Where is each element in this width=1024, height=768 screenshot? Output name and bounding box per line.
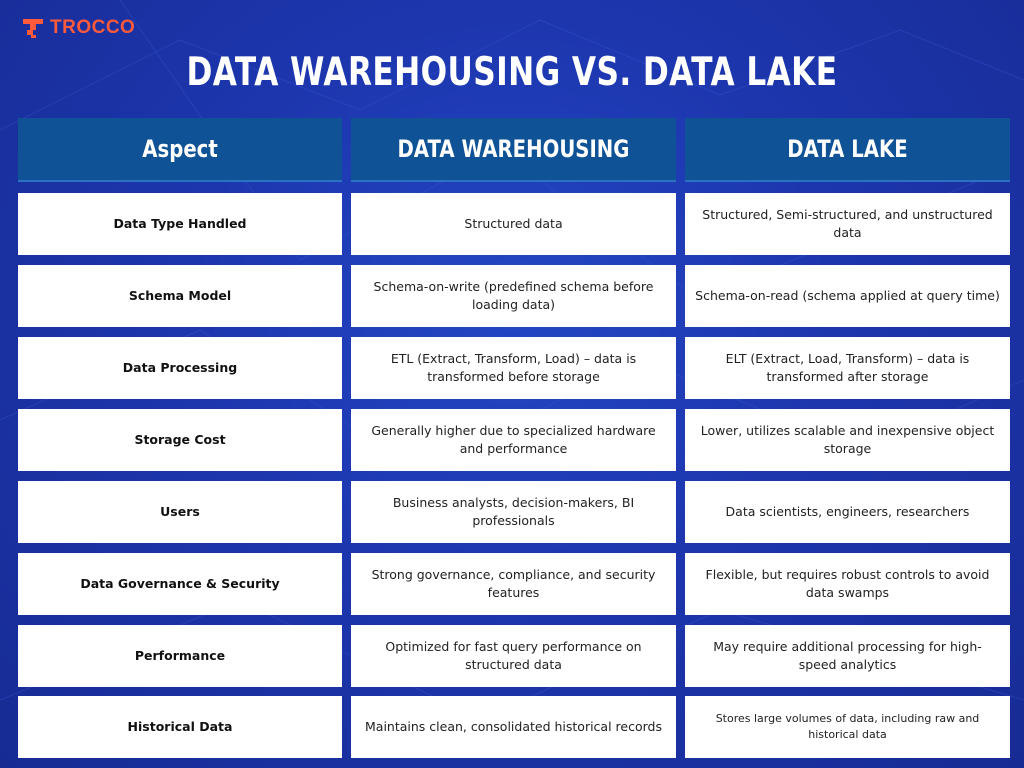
row-warehouse-value: Structured data: [351, 193, 676, 255]
header-data-warehousing-label: DATA WAREHOUSING: [397, 135, 630, 163]
row-lake-value: Structured, Semi-structured, and unstructured data: [685, 193, 1010, 255]
row-aspect: Historical Data: [18, 696, 342, 758]
row-lake-value: May require additional processing for high-speed analytics: [685, 625, 1010, 687]
row-lake-value: ELT (Extract, Load, Transform) – data is transformed after storage: [685, 337, 1010, 399]
row-aspect: Storage Cost: [18, 409, 342, 471]
row-warehouse-value: Business analysts, decision-makers, BI professionals: [351, 481, 676, 543]
brand-logo: [22, 17, 135, 39]
row-aspect: Data Processing: [18, 337, 342, 399]
brand-name: TROCCO: [50, 17, 136, 38]
row-warehouse-value: Generally higher due to specialized hardware and performance: [351, 409, 676, 471]
row-lake-value: Schema-on-read (schema applied at query time): [685, 265, 1010, 327]
page-title: DATA WAREHOUSING VS. DATA LAKE: [186, 50, 838, 95]
row-warehouse-value: Maintains clean, consolidated historical records: [351, 696, 676, 758]
row-warehouse-value: Schema-on-write (predefined schema before loading data): [351, 265, 676, 327]
row-warehouse-value: ETL (Extract, Transform, Load) – data is transformed before storage: [351, 337, 676, 399]
header-data-lake-label: DATA LAKE: [787, 135, 908, 163]
row-lake-value: Stores large volumes of data, including raw and historical data: [685, 696, 1010, 758]
row-aspect: Users: [18, 481, 342, 543]
header-data-warehousing: [351, 118, 676, 182]
header-aspect: [18, 118, 342, 182]
row-warehouse-value: Strong governance, compliance, and security features: [351, 553, 676, 615]
row-aspect: Schema Model: [18, 265, 342, 327]
row-lake-value: Data scientists, engineers, researchers: [685, 481, 1010, 543]
row-warehouse-value: Optimized for fast query performance on structured data: [351, 625, 676, 687]
row-aspect: Data Governance & Security: [18, 553, 342, 615]
row-aspect: Data Type Handled: [18, 193, 342, 255]
header-aspect-label: Aspect: [142, 135, 218, 163]
row-lake-value: Flexible, but requires robust controls to avoid data swamps: [685, 553, 1010, 615]
row-lake-value: Lower, utilizes scalable and inexpensive object storage: [685, 409, 1010, 471]
trocco-logo-icon: [22, 17, 44, 39]
header-data-lake: [685, 118, 1010, 182]
row-aspect: Performance: [18, 625, 342, 687]
